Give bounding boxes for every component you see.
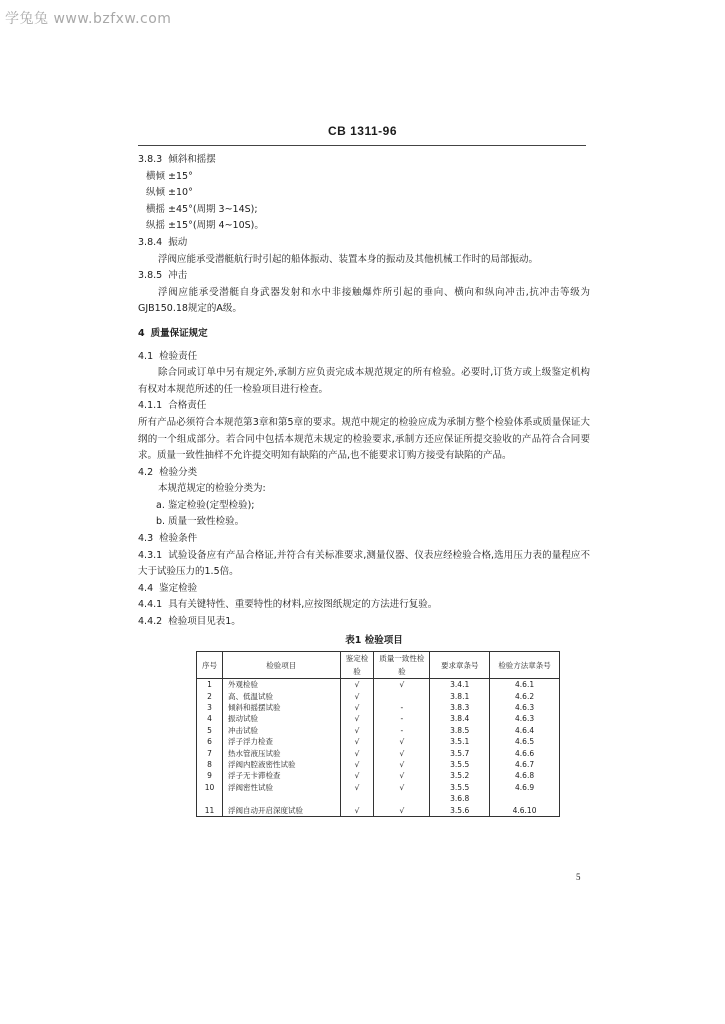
chapter-title: 质量保证规定	[150, 327, 208, 339]
section-number: 4.4.1	[138, 599, 163, 611]
cell-qualification: √	[340, 725, 374, 736]
cell-qualification: √	[340, 679, 374, 691]
cell-conformance: √	[374, 748, 430, 759]
table-row	[197, 759, 560, 770]
cell-qualification: √	[340, 805, 374, 817]
table-row	[197, 748, 560, 759]
list-item: b. 质量一致性检验。	[156, 516, 245, 528]
list-item: a. 鉴定检验(定型检验);	[156, 499, 255, 511]
cell-conformance: √	[374, 782, 430, 793]
section-3-8-5-heading	[138, 268, 590, 285]
cell-seq: 1	[197, 679, 223, 691]
section-4-4-heading	[138, 581, 590, 598]
document-code: CB 1311-96	[327, 124, 398, 138]
cell-qualification: √	[340, 691, 374, 702]
table-row	[197, 691, 560, 702]
column-header-seq: 序号	[197, 652, 223, 679]
section-title: 冲击	[168, 270, 188, 282]
section-3-8-4-text: 浮阀应能承受潜艇航行时引起的船体振动、装置本身的振动及其他机械工作时的局部振动。	[158, 253, 539, 265]
section-3-8-4-heading	[138, 235, 590, 252]
cell-item: 倾斜和摇摆试验	[222, 702, 340, 713]
cell-method: 4.6.3	[490, 713, 560, 724]
cell-item: 高、低温试验	[222, 691, 340, 702]
table-header-row	[197, 652, 560, 679]
cell-conformance	[374, 793, 430, 804]
cell-requirement: 3.8.4	[430, 713, 490, 724]
cell-method: 4.6.8	[490, 770, 560, 781]
cell-method: 4.6.2	[490, 691, 560, 702]
section-4-3-heading	[138, 531, 590, 548]
section-3-8-3-heading	[138, 152, 590, 169]
cell-requirement: 3.6.8	[430, 793, 490, 804]
page-number: 5	[576, 872, 581, 882]
cell-qualification	[340, 793, 374, 804]
section-text: 具有关键特性、重要特性的材料,应按图纸规定的方法进行复验。	[168, 599, 438, 611]
inspection-items-table	[196, 651, 560, 817]
cell-conformance: √	[374, 736, 430, 747]
section-title: 鉴定检验	[159, 582, 198, 594]
cell-seq: 11	[197, 805, 223, 817]
table-row	[197, 782, 560, 793]
cell-requirement: 3.8.3	[430, 702, 490, 713]
cell-method: 4.6.1	[490, 679, 560, 691]
cell-method: 4.6.6	[490, 748, 560, 759]
cell-item: 冲击试验	[222, 725, 340, 736]
section-number: 4.1.1	[138, 400, 163, 412]
cell-item: 浮阀密性试验	[222, 782, 340, 793]
cell-item	[222, 793, 340, 804]
table-row	[197, 702, 560, 713]
section-number: 4.2	[138, 466, 154, 478]
section-number: 4.3.1	[138, 549, 163, 561]
chapter-4-heading	[138, 326, 590, 343]
column-header-requirement: 要求章条号	[430, 652, 490, 679]
cell-method: 4.6.7	[490, 759, 560, 770]
cell-conformance: -	[374, 702, 430, 713]
cell-seq: 5	[197, 725, 223, 736]
cell-requirement: 3.5.6	[430, 805, 490, 817]
list-item: 横摇 ±45°(周期 3~14S);	[146, 203, 258, 215]
cell-requirement: 3.5.2	[430, 770, 490, 781]
cell-conformance: √	[374, 679, 430, 691]
header-rule	[138, 145, 586, 146]
cell-method: 4.6.5	[490, 736, 560, 747]
table-row	[197, 805, 560, 817]
table-row	[197, 793, 560, 804]
table-body	[197, 679, 560, 817]
cell-item: 热水管液压试验	[222, 748, 340, 759]
section-4-4-1	[138, 597, 590, 614]
cell-seq: 2	[197, 691, 223, 702]
column-header-conformance: 质量一致性检验	[374, 652, 430, 679]
section-text: 检验项目见表1。	[168, 616, 241, 628]
section-number: 4.1	[138, 350, 154, 362]
cell-seq: 10	[197, 782, 223, 793]
chapter-number: 4	[138, 327, 145, 339]
section-4-3-1	[138, 548, 590, 581]
cell-qualification: √	[340, 702, 374, 713]
cell-qualification: √	[340, 770, 374, 781]
cell-method: 4.6.9	[490, 782, 560, 793]
cell-method	[490, 793, 560, 804]
section-4-2-heading	[138, 465, 590, 482]
cell-seq: 3	[197, 702, 223, 713]
cell-method: 4.6.10	[490, 805, 560, 817]
cell-conformance: √	[374, 770, 430, 781]
watermark: 学兔兔 www.bzfxw.com	[5, 11, 172, 27]
section-title: 倾斜和摇摆	[168, 154, 216, 165]
list-item: 横倾 ±15°	[146, 170, 193, 182]
cell-method: 4.6.3	[490, 702, 560, 713]
list-item: 纵倾 ±10°	[146, 187, 193, 199]
cell-seq	[197, 793, 223, 804]
section-title: 合格责任	[168, 400, 207, 412]
section-number: 4.3	[138, 533, 154, 545]
table-row	[197, 679, 560, 691]
section-4-1-1-text: 所有产品必须符合本规范第3章和第5章的要求。规范中规定的检验应成为承制方整个检验体系或质量保证大纲的一个组成部分。若合同中包括本规范未规定的检验要求,承制方还应保证所提交验收的产品符合合同要求。质量一致性抽样不允许提交明知有缺陷的产品,也不能要求订购方接受有缺陷的产品。	[138, 416, 590, 462]
cell-seq: 6	[197, 736, 223, 747]
section-text: 试验设备应有产品合格证,并符合有关标准要求,测量仪器、仪表应经检验合格,选用压力表的量程应不大于试验压力的1.5倍。	[138, 549, 590, 578]
section-4-1-1-heading	[138, 398, 590, 415]
cell-qualification: √	[340, 748, 374, 759]
section-number: 3.8.3	[138, 154, 163, 165]
cell-qualification: √	[340, 782, 374, 793]
section-title: 检验条件	[159, 533, 198, 545]
cell-item: 浮阀内腔液密性试验	[222, 759, 340, 770]
cell-item: 浮子无卡滞检查	[222, 770, 340, 781]
cell-conformance: √	[374, 759, 430, 770]
table-row	[197, 736, 560, 747]
section-4-1-text: 除合同或订单中另有规定外,承制方应负责完成本规范规定的所有检验。必要时,订货方或上级鉴定机构有权对本规范所述的任一检验项目进行检查。	[138, 367, 590, 395]
section-title: 检验分类	[159, 466, 198, 478]
cell-seq: 7	[197, 748, 223, 759]
section-number: 4.4.2	[138, 616, 163, 628]
document-body	[138, 152, 590, 817]
table-row	[197, 725, 560, 736]
section-title: 振动	[168, 236, 188, 248]
cell-conformance: -	[374, 713, 430, 724]
cell-requirement: 3.5.5	[430, 782, 490, 793]
section-4-4-2	[138, 614, 590, 631]
section-4-2-intro: 本规范规定的检验分类为:	[158, 483, 266, 495]
cell-requirement: 3.5.1	[430, 736, 490, 747]
table-row	[197, 713, 560, 724]
cell-item: 振动试验	[222, 713, 340, 724]
cell-requirement: 3.5.7	[430, 748, 490, 759]
cell-item: 浮子浮力检查	[222, 736, 340, 747]
table-row	[197, 770, 560, 781]
cell-method: 4.6.4	[490, 725, 560, 736]
section-4-1-heading	[138, 349, 590, 366]
cell-conformance: √	[374, 805, 430, 817]
column-header-method: 检验方法章条号	[490, 652, 560, 679]
cell-qualification: √	[340, 736, 374, 747]
cell-requirement: 3.5.5	[430, 759, 490, 770]
cell-item: 外观检验	[222, 679, 340, 691]
cell-seq: 8	[197, 759, 223, 770]
section-number: 4.4	[138, 582, 154, 594]
table-caption: 表1 检验项目	[345, 634, 403, 646]
cell-qualification: √	[340, 713, 374, 724]
list-item: 纵摇 ±15°(周期 4~10S)。	[146, 220, 264, 232]
cell-requirement: 3.4.1	[430, 679, 490, 691]
cell-conformance: -	[374, 725, 430, 736]
cell-item: 浮阀自动开启深度试验	[222, 805, 340, 817]
section-number: 3.8.4	[138, 236, 163, 248]
cell-seq: 9	[197, 770, 223, 781]
column-header-item: 检验项目	[222, 652, 340, 679]
cell-seq: 4	[197, 713, 223, 724]
cell-conformance	[374, 691, 430, 702]
cell-requirement: 3.8.5	[430, 725, 490, 736]
section-number: 3.8.5	[138, 270, 163, 282]
section-title: 检验责任	[159, 350, 198, 362]
section-3-8-5-text: 浮阀应能承受潜艇自身武器发射和水中非接触爆炸所引起的垂向、横向和纵向冲击,抗冲击等级为GJB150.18规定的A级。	[138, 286, 590, 315]
cell-qualification: √	[340, 759, 374, 770]
cell-requirement: 3.8.1	[430, 691, 490, 702]
column-header-qualification: 鉴定检验	[340, 652, 374, 679]
